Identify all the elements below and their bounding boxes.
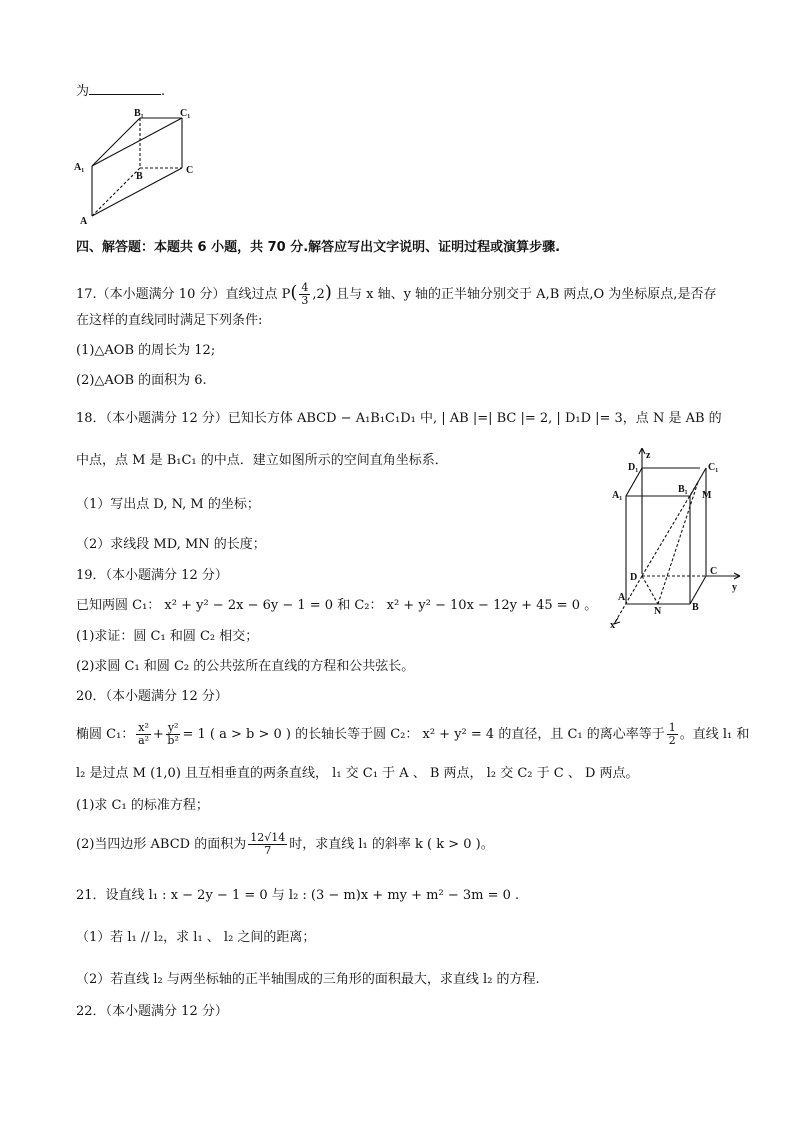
q19-line1: 已知两圆 C₁： x² + y² − 2x − 6y − 1 = 0 和 C₂： x² + y² − 10x − 12y + 45 = 0 。 [76, 598, 598, 613]
label-N: N [654, 606, 662, 617]
section-heading: 四、解答题：本题共 6 小题，共 70 分.解答应写出文字说明、证明过程或演算步骤. [76, 240, 561, 255]
top-line-prefix: 为 [76, 84, 90, 99]
q21-item2: （2）若直线 l₂ 与两坐标轴的正半轴围成的三角形的面积最大，求直线 l₂ 的方程. [76, 972, 540, 987]
q20-title: 20．（本小题满分 12 分） [76, 689, 228, 704]
label-A: A [618, 592, 626, 603]
q17-item2: (2)△AOB 的面积为 6. [76, 373, 207, 388]
one-half: $\frac{1}{2}$ [668, 721, 676, 747]
y2-over-b2: $\frac{\text{y²}}{\text{b²}}$ [167, 721, 179, 747]
label-B: B [692, 602, 699, 613]
label-C1: C₁ [708, 462, 719, 473]
q18-line1: 18．（本小题满分 12 分）已知长方体 ABCD − A₁B₁C₁D₁ 中, | AB |=| BC |= 2, | D₁D |= 3，点 N 是 AB 的 [76, 411, 722, 426]
x2-over-a2: $\frac{\text{x²}}{\text{a²}}$ [138, 721, 150, 747]
q17-line2: 在这样的直线同时满足下列条件: [76, 313, 263, 328]
label-C: C [710, 566, 718, 577]
prism-figure [70, 108, 210, 226]
label-C1: C₁ [180, 108, 191, 119]
label-A1: A₁ [74, 162, 85, 173]
label-M: M [702, 490, 712, 501]
label-x: x [610, 620, 615, 630]
q18-item2: （2）求线段 MD, MN 的长度； [76, 537, 266, 552]
q18-line2: 中点，点 M 是 B₁C₁ 的中点．建立如图所示的空间直角坐标系． [76, 453, 448, 468]
q19-item1: (1)求证：圆 C₁ 和圆 C₂ 相交； [76, 629, 259, 644]
q18-item1: （1）写出点 D, N, M 的坐标； [76, 497, 260, 512]
label-D1: D₁ [628, 462, 639, 473]
top-line: 为 . [76, 84, 166, 99]
answer-blank [89, 82, 161, 95]
q17-line1: 17.（本小题满分 10 分）直线过点 P( $\frac{4}{3}$ ,2) 且与 x 轴、y 轴的正半轴分别交于 A,B 两点,O 为坐标原点,是否存 [76, 281, 717, 307]
q17-item1: (1)△AOB 的周长为 12; [76, 343, 216, 358]
q20-line2: l₂ 是过点 M (1,0) 且互相垂直的两条直线， l₁ 交 C₁ 于 A 、 B 两点， l₂ 交 C₂ 于 C 、 D 两点。 [76, 766, 639, 781]
label-A1: A₁ [612, 490, 623, 501]
q21-item1: （1）若 l₁ // l₂，求 l₁ 、 l₂ 之间的距离； [76, 930, 316, 945]
q22-title: 22．（本小题满分 12 分） [76, 1004, 228, 1019]
label-z: z [646, 450, 651, 461]
cuboid-figure [606, 448, 756, 630]
label-C: C [186, 165, 194, 176]
q20-item1: (1)求 C₁ 的标准方程； [76, 798, 209, 813]
label-y: y [732, 582, 737, 593]
area-fraction: $\frac{12√14}{7}$ [250, 831, 286, 857]
label-B1: B₁ [134, 108, 144, 119]
q19-item2: (2)求圆 C₁ 和圆 C₂ 的公共弦所在直线的方程和公共弦长。 [76, 659, 415, 674]
q20-line1: 椭圆 C₁： $\frac{\text{x²}}{\text{a²}}$ + $\frac{\text{y²}}{\text{b²}}$ = 1 ( a > b > 0 ) 的长轴长等于圆 C₂： x² + y² = 4 的直径，且 C₁ 的离心率等于 $\frac{1}{2}$ 。直线 l₁ 和 [76, 721, 750, 747]
q19-title: 19．（本小题满分 12 分） [76, 568, 228, 583]
q20-item2: (2)当四边形 ABCD 的面积为 $\frac{12√14}{7}$ 时，求直线 l₁ 的斜率 k ( k > 0 )。 [76, 831, 494, 857]
point-x-fraction: $\frac{4}{3}$ [301, 281, 309, 307]
label-B1: B₁ [678, 484, 688, 495]
q21-line1: 21．设直线 l₁ : x − 2y − 1 = 0 与 l₂ : (3 − m)x + my + m² − 3m = 0 . [76, 888, 520, 903]
label-D: D [630, 572, 638, 583]
label-B: B [136, 171, 143, 182]
label-A: A [80, 216, 88, 226]
